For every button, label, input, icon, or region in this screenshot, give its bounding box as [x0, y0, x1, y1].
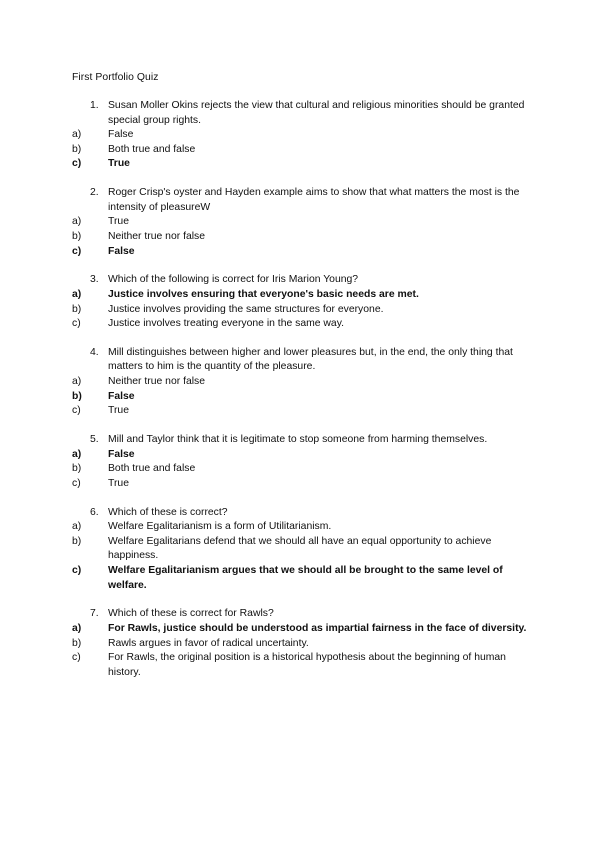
correct-answer-option	[72, 390, 532, 405]
option-letter: c)	[72, 564, 82, 576]
correct-answer-option	[72, 622, 532, 637]
option-letter: c)	[72, 477, 81, 489]
option-letter: b)	[72, 637, 82, 649]
option-letter: a)	[72, 288, 82, 300]
option-text: Neither true nor false	[108, 376, 206, 388]
option-letter: a)	[72, 448, 82, 460]
option-text: True	[108, 158, 130, 170]
answer-options	[72, 448, 532, 492]
option-letter: c)	[72, 405, 81, 417]
question-header	[72, 346, 532, 375]
option-letter: c)	[72, 245, 82, 257]
question-header	[72, 273, 532, 288]
question-7	[72, 607, 532, 680]
option-text: Welfare Egalitarianism is a form of Utilitarianism.	[108, 521, 332, 533]
answer-option	[72, 230, 532, 245]
option-letter: c)	[72, 318, 81, 330]
question-number: 1.	[90, 100, 99, 111]
option-text: Welfare Egalitarians defend that we should all have an equal opportunity to achieve happiness.	[108, 535, 492, 562]
option-letter: a)	[72, 622, 82, 634]
option-letter: b)	[72, 535, 82, 547]
option-letter: b)	[72, 463, 82, 475]
answer-options	[72, 520, 532, 593]
option-text: False	[108, 448, 135, 460]
answer-options	[72, 375, 532, 419]
document-title: First Portfolio Quiz	[72, 72, 159, 83]
answer-options	[72, 128, 532, 172]
option-text: False	[108, 129, 134, 141]
option-text: Neither true nor false	[108, 230, 206, 242]
option-text: True	[108, 216, 129, 228]
option-text: True	[108, 477, 129, 489]
answer-option	[72, 215, 532, 230]
option-text: Both true and false	[108, 143, 196, 155]
option-letter: a)	[72, 521, 82, 533]
option-letter: a)	[72, 129, 82, 141]
option-text: True	[108, 405, 129, 417]
answer-option	[72, 143, 532, 158]
question-header	[72, 433, 532, 448]
answer-option	[72, 303, 532, 318]
correct-answer-option	[72, 448, 532, 463]
answer-options	[72, 622, 532, 680]
option-letter: a)	[72, 376, 82, 388]
option-text: Rawls argues in favor of radical uncertainty.	[108, 637, 309, 649]
question-number: 3.	[90, 274, 99, 286]
question-number: 6.	[90, 506, 99, 518]
option-letter: b)	[72, 390, 82, 402]
question-text: Which of these is correct?	[108, 506, 228, 518]
option-text: Both true and false	[108, 463, 196, 475]
option-text: Welfare Egalitarianism argues that we should all be brought to the same level of welfare.	[108, 564, 503, 591]
question-number: 4.	[90, 346, 99, 358]
option-text: Justice involves treating everyone in the same way.	[108, 318, 345, 330]
question-number: 5.	[90, 434, 99, 446]
question-header	[72, 506, 532, 521]
option-text: Justice involves ensuring that everyone's basic needs are met.	[108, 288, 419, 300]
answer-options	[72, 215, 532, 259]
answer-option	[72, 375, 532, 390]
question-text: Roger Crisp's oyster and Hayden example aims to show that what matters the most is the intensity of pleasureW	[108, 187, 520, 213]
answer-option	[72, 477, 532, 492]
question-number: 2.	[90, 187, 99, 199]
answer-option	[72, 520, 532, 535]
question-text: Mill and Taylor think that it is legitimate to stop someone from harming themselves.	[108, 434, 488, 446]
question-number: 7.	[90, 608, 99, 620]
question-header	[72, 99, 532, 128]
correct-answer-option	[72, 564, 532, 593]
question-list	[72, 99, 532, 695]
option-letter: c)	[72, 652, 81, 664]
question-text: Susan Moller Okins rejects the view that cultural and religious minorities should be granted special group rights.	[108, 100, 525, 126]
option-letter: c)	[72, 158, 82, 170]
answer-option	[72, 317, 532, 332]
option-text: For Rawls, justice should be understood as impartial fairness in the face of diversity.	[108, 622, 527, 634]
option-text: False	[108, 390, 135, 402]
option-letter: b)	[72, 303, 82, 315]
option-letter: b)	[72, 143, 82, 155]
correct-answer-option	[72, 157, 532, 172]
answer-option	[72, 535, 532, 564]
question-text: Mill distinguishes between higher and lower pleasures but, in the end, the only thing that matters to him is the quantity of the pleasure.	[108, 346, 513, 373]
answer-option	[72, 128, 532, 143]
correct-answer-option	[72, 288, 532, 303]
answer-option	[72, 462, 532, 477]
question-1	[72, 99, 532, 172]
answer-option	[72, 651, 532, 680]
question-header	[72, 607, 532, 622]
question-2	[72, 186, 532, 259]
answer-options	[72, 288, 532, 332]
question-text: Which of the following is correct for Iris Marion Young?	[108, 274, 359, 286]
option-text: For Rawls, the original position is a historical hypothesis about the beginning of human history.	[108, 652, 506, 678]
option-letter: a)	[72, 216, 82, 228]
question-4	[72, 346, 532, 419]
question-3	[72, 273, 532, 331]
answer-option	[72, 637, 532, 652]
option-text: False	[108, 245, 135, 257]
option-letter: b)	[72, 230, 82, 242]
question-text: Which of these is correct for Rawls?	[108, 608, 274, 620]
question-5	[72, 433, 532, 491]
question-header	[72, 186, 532, 215]
option-text: Justice involves providing the same structures for everyone.	[108, 303, 384, 315]
correct-answer-option	[72, 245, 532, 260]
question-6	[72, 506, 532, 594]
answer-option	[72, 404, 532, 419]
